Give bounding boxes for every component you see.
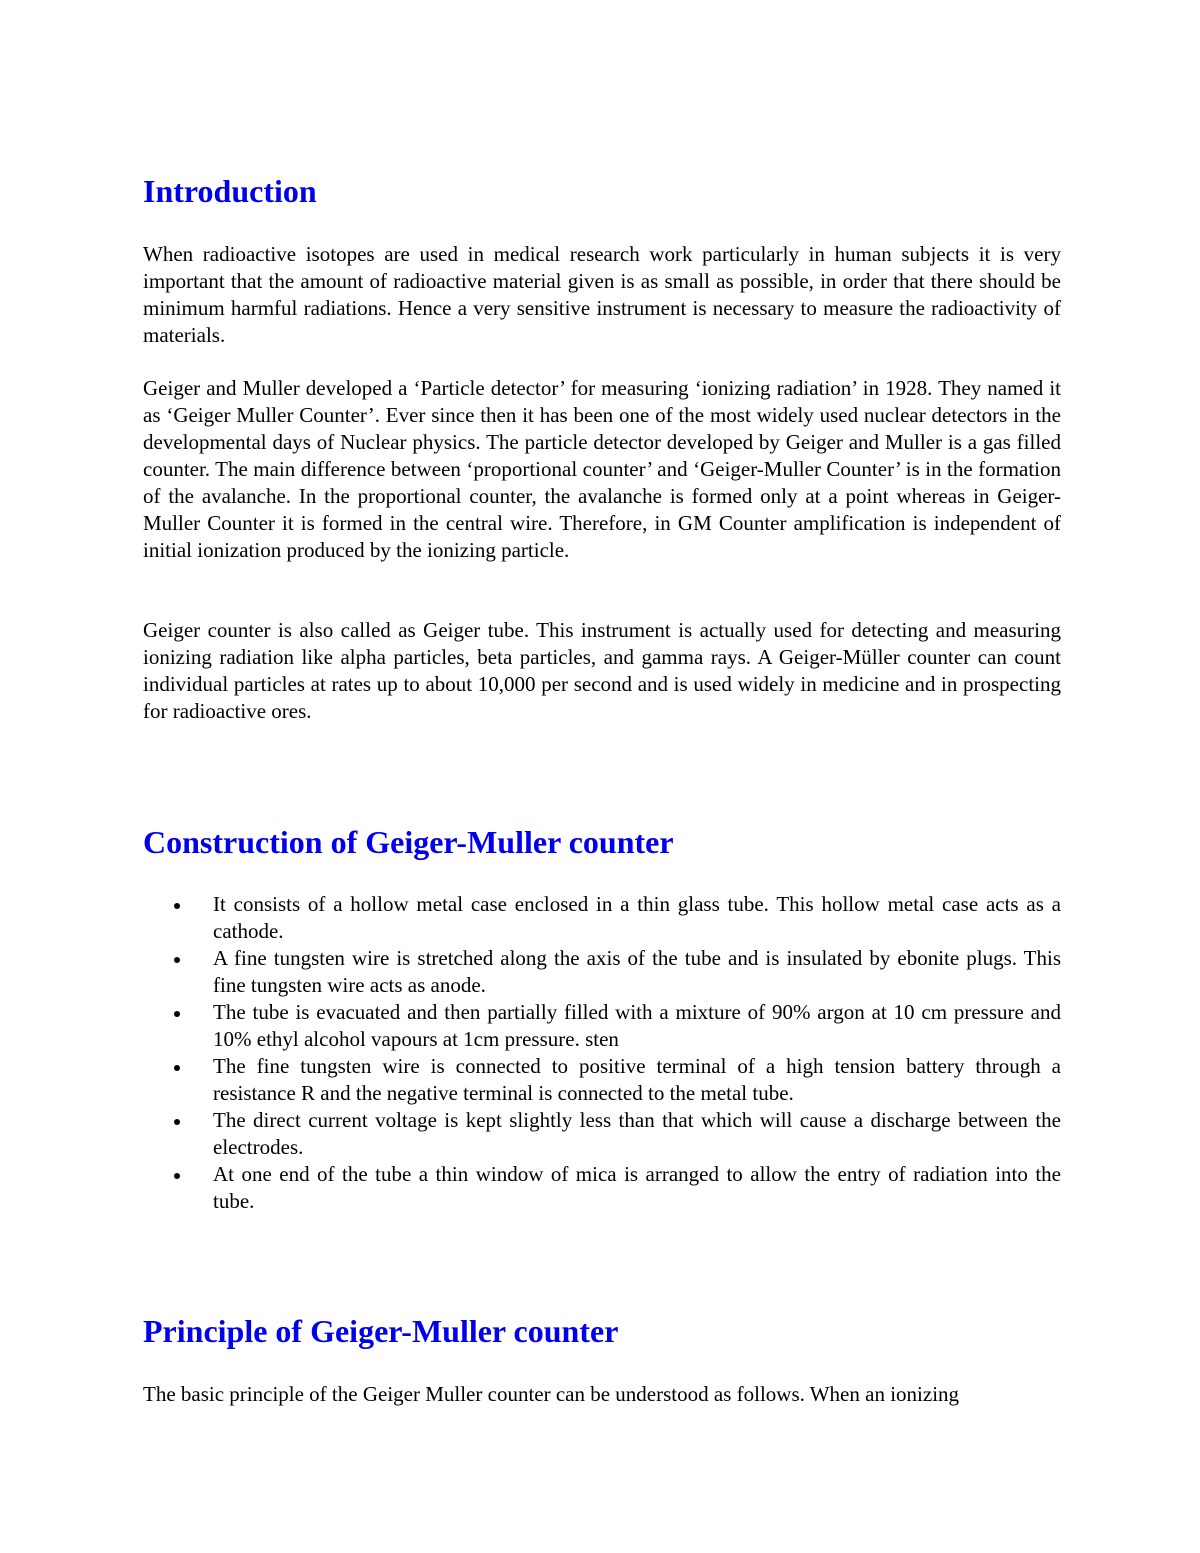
list-item <box>143 999 1061 1053</box>
heading-introduction: Introduction <box>143 173 317 209</box>
bullet-icon <box>174 1011 180 1017</box>
bullet-icon <box>174 903 180 909</box>
list-item-text: The fine tungsten wire is connected to positive terminal of a high tension battery through a resistance R and the negative terminal is connected to the metal tube. <box>213 1054 1061 1105</box>
list-item <box>143 1161 1061 1215</box>
paragraph-principle-1: The basic principle of the Geiger Muller counter can be understood as follows. When an ionizing <box>143 1382 960 1406</box>
paragraph-introduction-1: When radioactive isotopes are used in medical research work particularly in human subjects it is very important that the amount of radioactive material given is as small as possible, in order that there should be minimum harmful radiations. Hence a very sensitive instrument is necessary to measure the radioactivity of materials. <box>143 242 1061 347</box>
construction-bullet-list <box>143 891 1061 1215</box>
bullet-icon <box>174 1119 180 1125</box>
heading-construction: Construction of Geiger-Muller counter <box>143 824 674 860</box>
list-item <box>143 1107 1061 1161</box>
list-item-text: The direct current voltage is kept slightly less than that which will cause a discharge between the electrodes. <box>213 1108 1061 1159</box>
paragraph-introduction-2: Geiger and Muller developed a ‘Particle detector’ for measuring ‘ionizing radiation’ in 1928. They named it as ‘Geiger Muller Counter’. Ever since then it has been one of the most widely used nuclear detectors in the developmental days of Nuclear physics. The particle detector developed by Geiger and Muller is a gas filled counter. The main difference between ‘proportional counter’ and ‘Geiger-Muller Counter’ is in the formation of the avalanche. In the proportional counter, the avalanche is formed only at a point whereas in Geiger-Muller Counter it is formed in the central wire. Therefore, in GM Counter amplification is independent of initial ionization produced by the ionizing particle. <box>143 376 1061 562</box>
list-item <box>143 891 1061 945</box>
bullet-icon <box>174 1173 180 1179</box>
list-item-text: It consists of a hollow metal case enclosed in a thin glass tube. This hollow metal case acts as a cathode. <box>213 892 1061 943</box>
paragraph-introduction-3: Geiger counter is also called as Geiger tube. This instrument is actually used for detecting and measuring ionizing radiation like alpha particles, beta particles, and gamma rays. A Geiger-Müller counter can count individual particles at rates up to about 10,000 per second and is used widely in medicine and in prospecting for radioactive ores. <box>143 618 1061 723</box>
bullet-icon <box>174 957 180 963</box>
list-item <box>143 1053 1061 1107</box>
list-item-text: The tube is evacuated and then partially filled with a mixture of 90% argon at 10 cm pressure and 10% ethyl alcohol vapours at 1cm pressure. sten <box>213 1000 1061 1051</box>
bullet-icon <box>174 1065 180 1071</box>
list-item <box>143 945 1061 999</box>
heading-principle: Principle of Geiger-Muller counter <box>143 1313 619 1349</box>
list-item-text: At one end of the tube a thin window of mica is arranged to allow the entry of radiation into the tube. <box>213 1162 1061 1213</box>
list-item-text: A fine tungsten wire is stretched along the axis of the tube and is insulated by ebonite plugs. This fine tungsten wire acts as anode. <box>213 946 1061 997</box>
